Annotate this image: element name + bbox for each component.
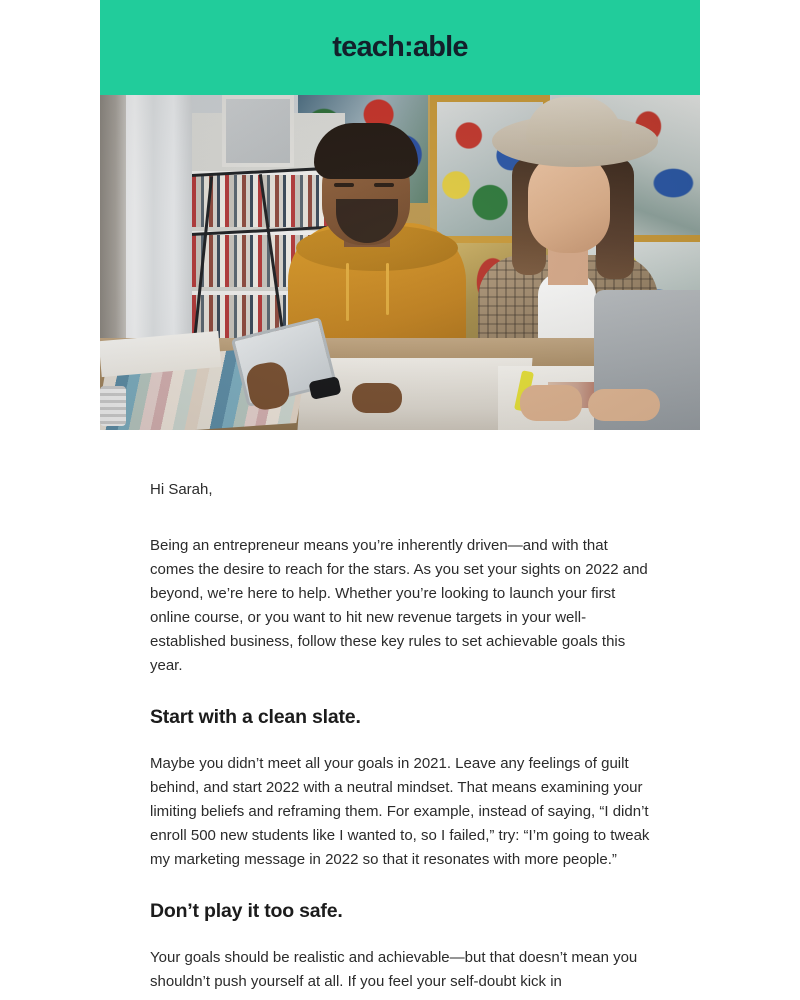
section-body-1: Maybe you didn’t meet all your goals in 2021. Leave any feelings of guilt behind, and start 2022 with a neutral mindset. That means examining your limiting beliefs and reframing them. For example, instead of saying, “I didn’t enroll 500 new students like I wanted to, so I failed,” try: “I’m going to tweak my marketing message in 2022 so that it resonates with more people.” (150, 755, 650, 868)
brand-header (100, 0, 700, 95)
photo-woman-hand-right (588, 389, 660, 421)
photo-spiral-binding (100, 386, 126, 426)
email-body (100, 430, 700, 994)
photo-man-hair (314, 123, 418, 179)
section-body-2: Your goals should be realistic and achievable—but that doesn’t mean you shouldn’t push yourself at all. If you feel your self-doubt kick in (150, 949, 638, 990)
photo-hood-string-left (346, 263, 349, 321)
intro-paragraph: Being an entrepreneur means you’re inherently driven—and with that comes the desire to reach for the stars. As you set your sights on 2022 and beyond, we’re here to help. Whether you’re looking to launch your first online course, or you want to hit new revenue targets in your well-established business, follow these key rules to set achievable goals this year. (150, 537, 648, 674)
section-heading-2: Don’t play it too safe. (150, 900, 343, 922)
hero-image (100, 95, 700, 430)
email-container (100, 0, 700, 994)
greeting-text: Hi Sarah, (150, 481, 213, 498)
photo-framed-picture (222, 95, 294, 167)
photo-man-hand-right (352, 383, 402, 413)
photo-woman-hand-left (520, 385, 582, 421)
teachable-logo[interactable]: teach:able (332, 31, 468, 63)
photo-man-brow-left (334, 183, 354, 187)
photo-curtain-shadow (100, 95, 126, 355)
photo-hood-string-right (386, 263, 389, 315)
section-heading-1: Start with a clean slate. (150, 706, 361, 728)
photo-man-brow-right (374, 183, 394, 187)
